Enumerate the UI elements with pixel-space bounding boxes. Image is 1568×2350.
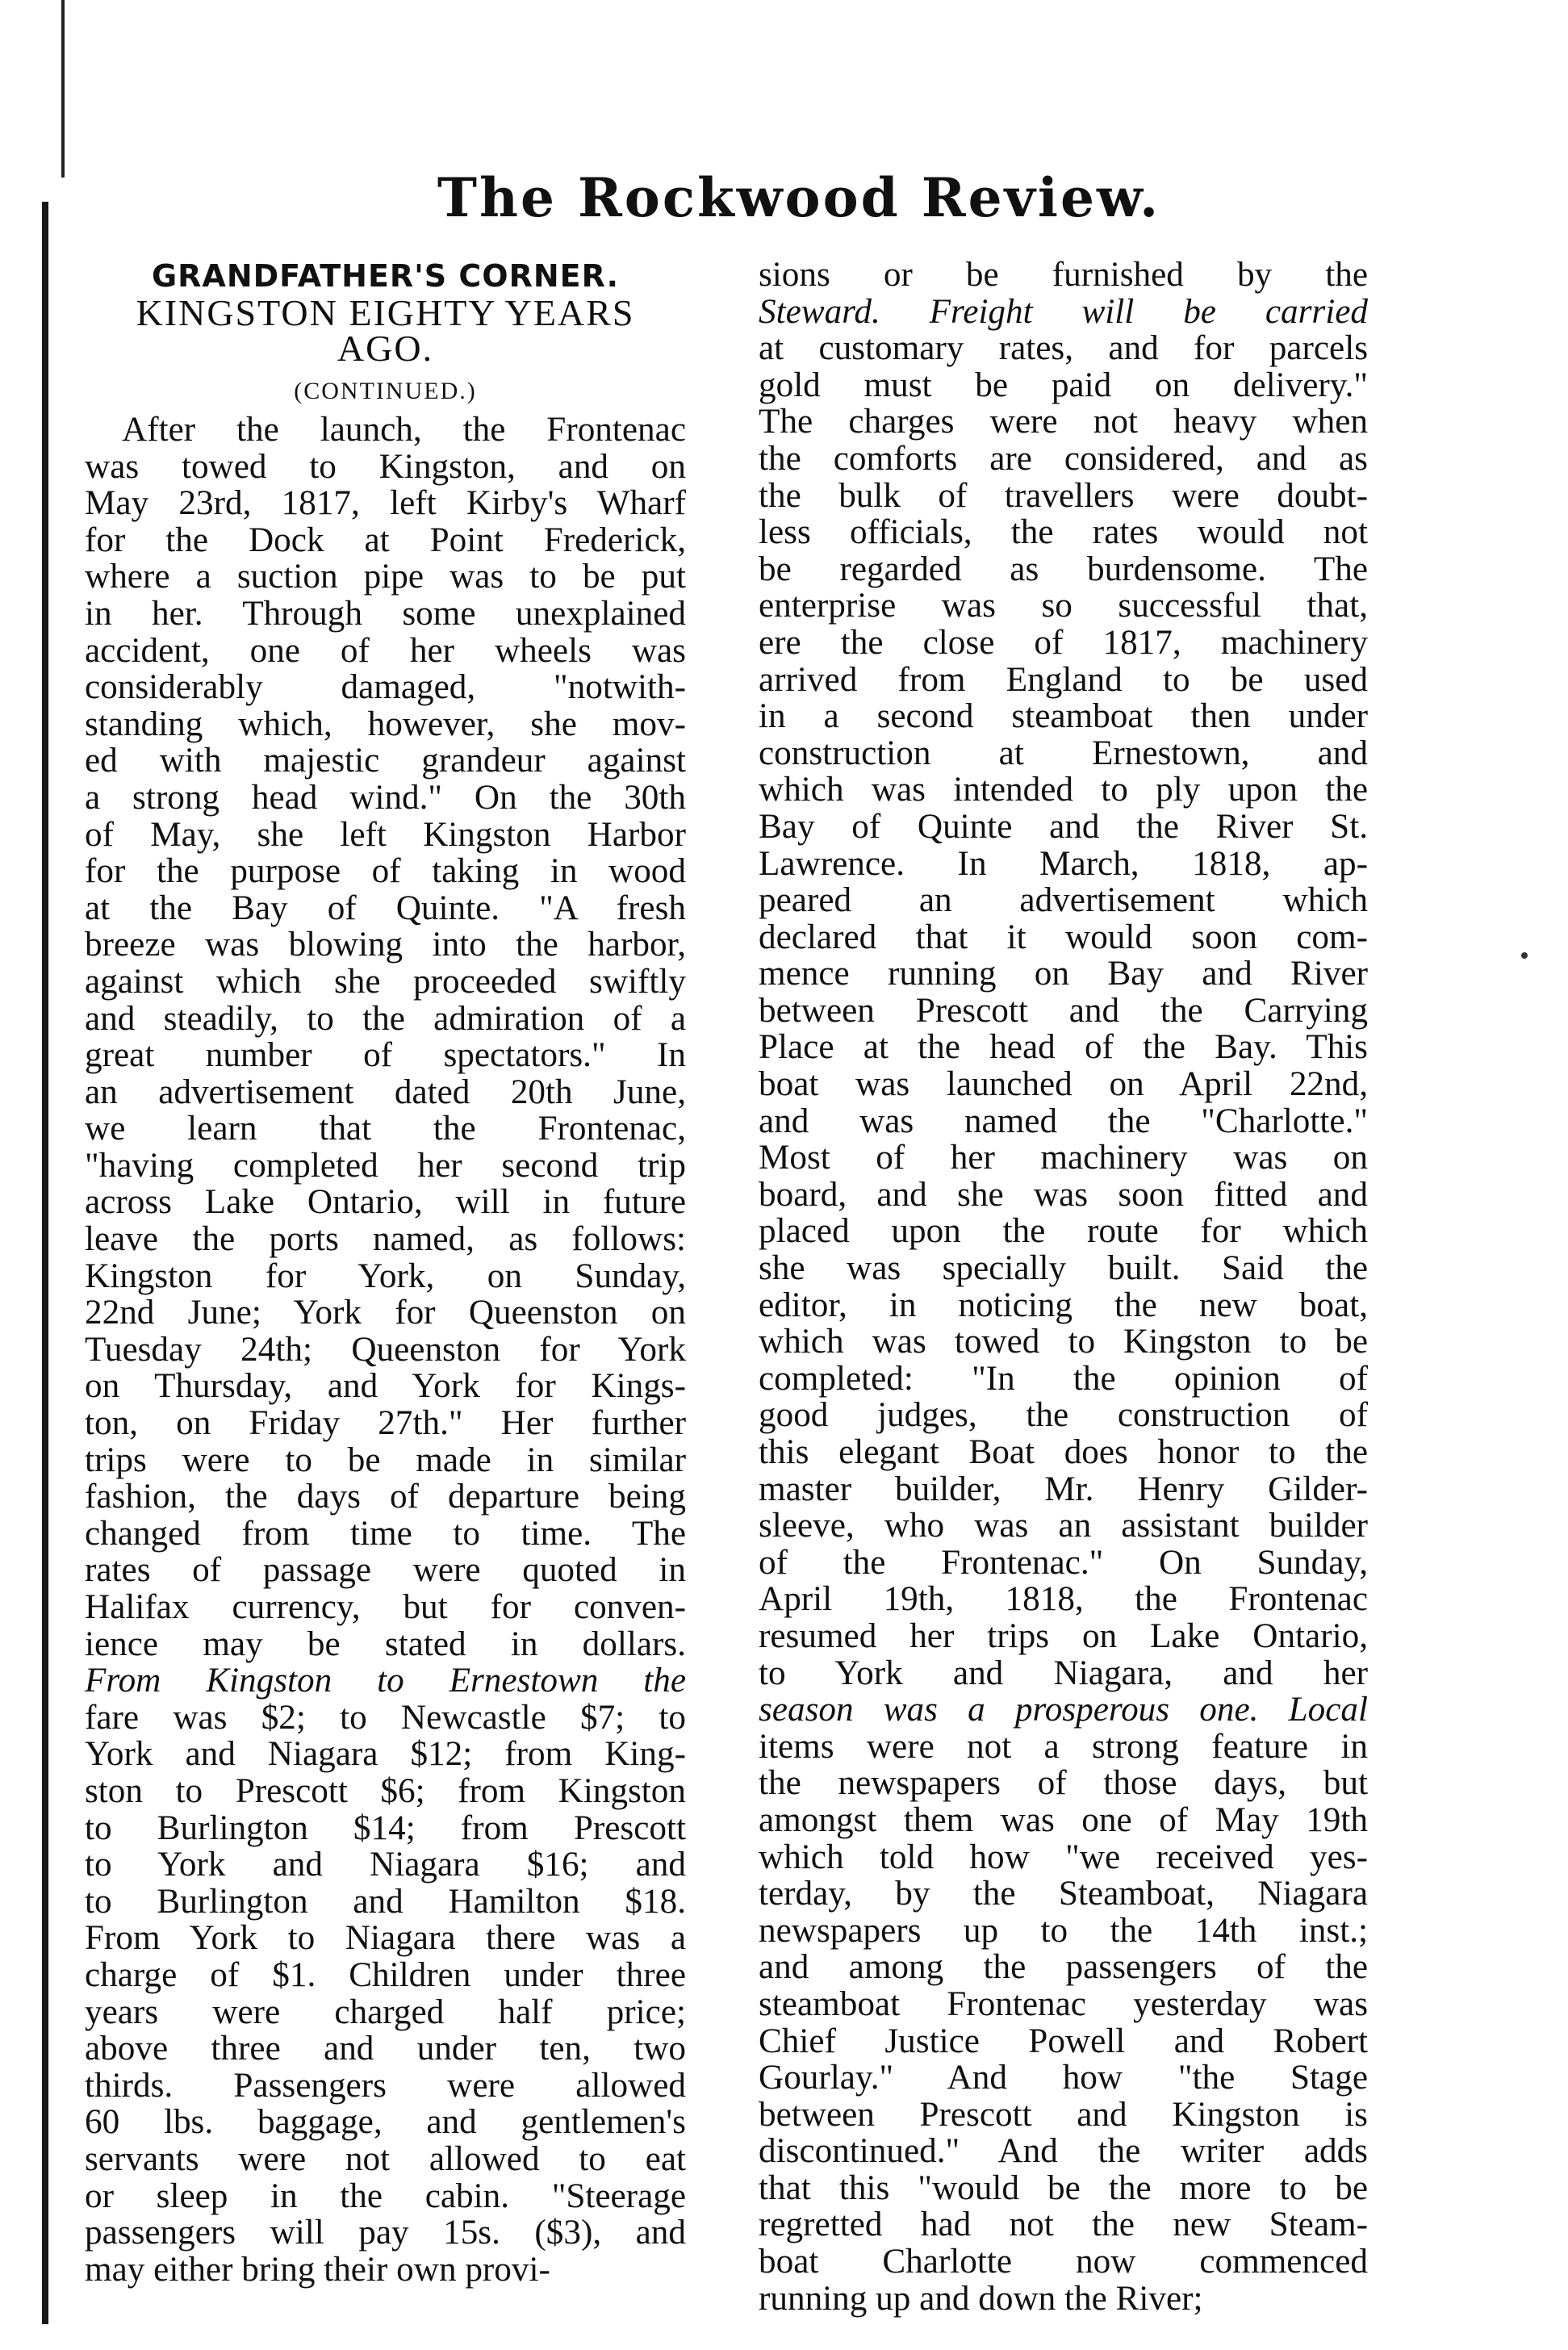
text-line: ience may be stated in dollars. — [85, 1625, 686, 1663]
text-line: thirds. Passengers were allowed — [85, 2066, 686, 2105]
text-line: which told how "we received yes- — [759, 1838, 1368, 1876]
text-line: and was named the "Charlotte." — [759, 1102, 1368, 1140]
text-line: Lawrence. In March, 1818, ap- — [759, 844, 1368, 883]
text-line: breeze was blowing into the harbor, — [85, 926, 686, 964]
text-line: that this "would be the more to be — [759, 2168, 1368, 2207]
text-line: fare was $2; to Newcastle $7; to — [85, 1698, 686, 1737]
text-line: the bulk of travellers were doubt- — [759, 476, 1368, 515]
right-column — [759, 257, 1368, 2317]
text-line: Bay of Quinte and the River St. — [759, 807, 1368, 846]
text-line: After the launch, the Frontenac — [122, 411, 686, 449]
text-line: at customary rates, and for parcels — [759, 329, 1368, 368]
text-line: and steadily, to the admiration of a — [85, 999, 686, 1038]
text-line: servants were not allowed to eat — [85, 2139, 686, 2178]
text-line: sleeve, who was an assistant builder — [759, 1507, 1368, 1545]
text-line: master builder, Mr. Henry Gilder- — [759, 1470, 1368, 1508]
text-line: From Kingston to Ernestown the — [85, 1662, 686, 1700]
binding-shadow — [42, 202, 48, 2324]
text-line: which was intended to ply upon the — [759, 771, 1368, 809]
text-line: passengers will pay 15s. ($3), and — [85, 2214, 686, 2252]
text-line: enterprise was so successful that, — [759, 587, 1368, 625]
left-column-body — [85, 412, 686, 2288]
text-line: of May, she left Kingston Harbor — [85, 815, 686, 854]
text-line: years were charged half price; — [85, 1992, 686, 2031]
text-line: Halifax currency, but for conven- — [85, 1588, 686, 1626]
text-line: to York and Niagara, and her — [759, 1654, 1368, 1692]
text-line: April 19th, 1818, the Frontenac — [759, 1580, 1368, 1619]
text-line: less officials, the rates would not — [759, 513, 1368, 552]
text-line: running up and down the River; — [759, 2279, 1203, 2318]
text-line: steamboat Frontenac yesterday was — [759, 1984, 1368, 2023]
text-line: Place at the head of the Bay. This — [759, 1028, 1368, 1067]
text-line: for the purpose of taking in wood — [85, 852, 686, 891]
text-line: Tuesday 24th; Queenston for York — [85, 1330, 686, 1369]
right-column-body — [759, 257, 1368, 2317]
text-line: between Prescott and the Carrying — [759, 991, 1368, 1030]
text-line: The charges were not heavy when — [759, 403, 1368, 441]
text-line: ere the close of 1817, machinery — [759, 623, 1368, 662]
text-line: May 23rd, 1817, left Kirby's Wharf — [85, 484, 686, 523]
text-line: at the Bay of Quinte. "A fresh — [85, 889, 686, 927]
text-line: a strong head wind." On the 30th — [85, 778, 686, 817]
text-line: ton, on Friday 27th." Her further — [85, 1404, 686, 1443]
text-line: Steward. Freight will be carried — [759, 292, 1368, 331]
left-column — [85, 257, 686, 2288]
text-line: across Lake Ontario, will in future — [85, 1183, 686, 1222]
text-line: we learn that the Frontenac, — [85, 1110, 686, 1148]
text-line: in a second steamboat then under — [759, 697, 1368, 736]
text-line: Most of her machinery was on — [759, 1139, 1368, 1177]
text-line: to Burlington $14; from Prescott — [85, 1808, 686, 1847]
text-line: declared that it would soon com- — [759, 918, 1368, 956]
text-line: on Thursday, and York for Kings- — [85, 1367, 686, 1406]
text-line: arrived from England to be used — [759, 660, 1368, 699]
text-line: the newspapers of those days, but — [759, 1764, 1368, 1803]
text-line: boat was launched on April 22nd, — [759, 1065, 1368, 1104]
text-line: where a suction pipe was to be put — [85, 558, 686, 596]
text-line: trips were to be made in similar — [85, 1441, 686, 1479]
text-line: boat Charlotte now commenced — [759, 2243, 1368, 2281]
text-line: board, and she was soon fitted and — [759, 1175, 1368, 1214]
text-line: between Prescott and Kingston is — [759, 2095, 1368, 2134]
text-line: and among the passengers of the — [759, 1948, 1368, 1987]
text-line: fashion, the days of departure being — [85, 1478, 686, 1516]
continued-note: (CONTINUED.) — [294, 378, 477, 404]
text-line: great number of spectators." In — [85, 1036, 686, 1075]
text-line: an advertisement dated 20th June, — [85, 1073, 686, 1111]
text-line: of the Frontenac." On Sunday, — [759, 1543, 1368, 1582]
text-line: editor, in noticing the new boat, — [759, 1286, 1368, 1324]
text-line: gold must be paid on delivery." — [759, 366, 1368, 404]
text-line: considerably damaged, "notwith- — [85, 668, 686, 707]
text-line: Chief Justice Powell and Robert — [759, 2022, 1368, 2060]
text-line: good judges, the construction of — [759, 1396, 1368, 1435]
text-line: accident, one of her wheels was — [85, 631, 686, 670]
text-line: 60 lbs. baggage, and gentlemen's — [85, 2103, 686, 2142]
binding-shadow-top — [61, 0, 65, 178]
text-line: sions or be furnished by the — [759, 256, 1368, 294]
text-line: ed with majestic grandeur against — [85, 742, 686, 780]
text-line: terday, by the Steamboat, Niagara — [759, 1875, 1368, 1913]
text-line: may either bring their own provi- — [85, 2250, 550, 2289]
text-line: to York and Niagara $16; and — [85, 1846, 686, 1884]
text-line: against which she proceeded swiftly — [85, 962, 686, 1001]
text-line: discontinued." And the writer adds — [759, 2132, 1368, 2171]
text-line: Gourlay." And how "the Stage — [759, 2059, 1368, 2097]
text-line: newspapers up to the 14th inst.; — [759, 1911, 1368, 1950]
text-line: From York to Niagara there was a — [85, 1919, 686, 1958]
article-title-line-1: KINGSTON EIGHTY YEARS — [136, 292, 635, 333]
text-line: placed upon the route for which — [759, 1212, 1368, 1251]
text-line: season was a prosperous one. Local — [759, 1691, 1368, 1729]
text-line: mence running on Bay and River — [759, 955, 1368, 993]
text-line: ston to Prescott $6; from Kingston — [85, 1771, 686, 1810]
text-line: York and Niagara $12; from King- — [85, 1735, 686, 1774]
text-line: Kingston for York, on Sunday, — [85, 1257, 686, 1295]
text-line: for the Dock at Point Frederick, — [85, 521, 686, 559]
text-line: standing which, however, she mov- — [85, 705, 686, 743]
text-line: leave the ports named, as follows: — [85, 1220, 686, 1259]
text-line: she was specially built. Said the — [759, 1249, 1368, 1288]
masthead: The Rockwood Review. — [437, 166, 1161, 229]
article-title-line-2: AGO. — [337, 328, 434, 369]
text-line: "having completed her second trip — [85, 1146, 686, 1185]
text-line: was towed to Kingston, and on — [85, 447, 686, 486]
ink-speck — [1521, 952, 1528, 959]
text-line: be regarded as burdensome. The — [759, 550, 1368, 588]
text-line: completed: "In the opinion of — [759, 1359, 1368, 1398]
text-line: this elegant Boat does honor to the — [759, 1433, 1368, 1471]
text-line: rates of passage were quoted in — [85, 1551, 686, 1590]
text-line: or sleep in the cabin. "Steerage — [85, 2176, 686, 2215]
text-line: 22nd June; York for Queenston on — [85, 1294, 686, 1332]
text-line: construction at Ernestown, and — [759, 734, 1368, 772]
text-line: which was towed to Kingston to be — [759, 1323, 1368, 1361]
text-line: resumed her trips on Lake Ontario, — [759, 1616, 1368, 1655]
text-line: to Burlington and Hamilton $18. — [85, 1882, 686, 1921]
text-line: items were not a strong feature in — [759, 1727, 1368, 1766]
text-line: the comforts are considered, and as — [759, 439, 1368, 478]
text-line: charge of $1. Children under three — [85, 1955, 686, 1994]
text-line: above three and under ten, two — [85, 2030, 686, 2068]
text-line: in her. Through some unexplained — [85, 594, 686, 633]
text-line: peared an advertisement which — [759, 881, 1368, 920]
section-title: GRANDFATHER'S CORNER. — [151, 258, 620, 294]
text-line: amongst them was one of May 19th — [759, 1800, 1368, 1839]
text-line: regretted had not the new Steam- — [759, 2206, 1368, 2244]
text-line: changed from time to time. The — [85, 1514, 686, 1553]
